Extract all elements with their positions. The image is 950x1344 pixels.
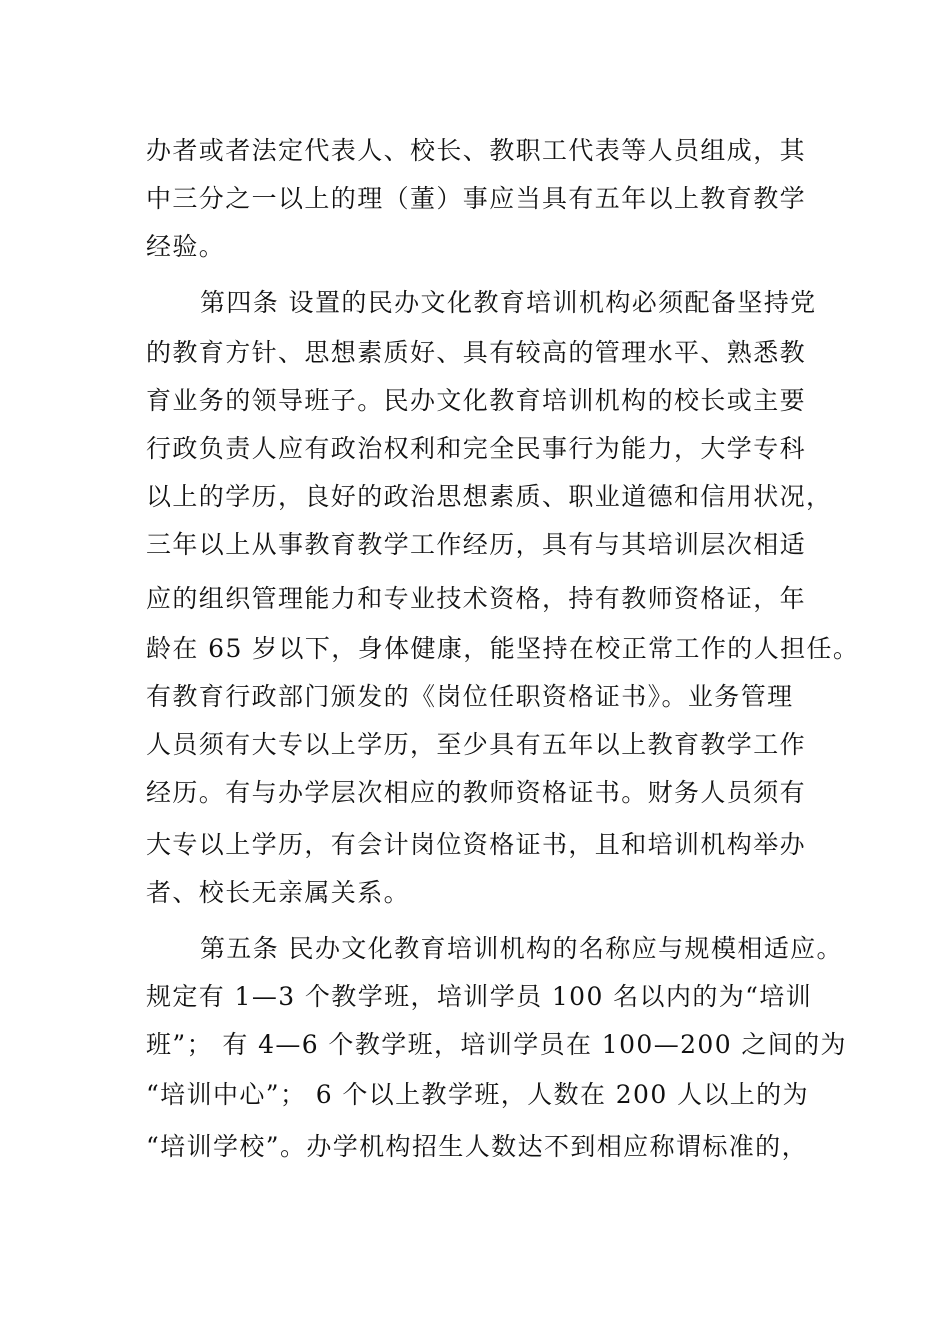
- text-line: 应的组织管理能力和专业技术资格，持有教师资格证，年: [146, 584, 807, 613]
- text-line: 者、校长无亲属关系。: [146, 878, 411, 907]
- text-line: 经历。有与办学层次相应的教师资格证书。财务人员须有: [146, 778, 807, 807]
- text-line: “培训中心”； 6 个以上教学班，人数在 200 人以上的为: [146, 1080, 809, 1109]
- text-line: 以上的学历，良好的政治思想素质、职业道德和信用状况，: [146, 482, 833, 511]
- text-line: 办者或者法定代表人、校长、教职工代表等人员组成，其: [146, 136, 807, 165]
- text-line: 育业务的领导班子。民办文化教育培训机构的校长或主要: [146, 386, 807, 415]
- text-line: 经验。: [146, 232, 226, 261]
- text-line: 人员须有大专以上学历，至少具有五年以上教育教学工作: [146, 730, 807, 759]
- article-5-heading-line: 第五条 民办文化教育培训机构的名称应与规模相适应。: [200, 934, 843, 963]
- text-line: 大专以上学历，有会计岗位资格证书，且和培训机构举办: [146, 830, 807, 859]
- text-line: 龄在 65 岁以下，身体健康，能坚持在校正常工作的人担任。: [146, 634, 860, 663]
- text-line: 有教育行政部门颁发的《岗位任职资格证书》。业务管理: [146, 682, 794, 711]
- article-4-heading-line: 第四条 设置的民办文化教育培训机构必须配备坚持党: [200, 288, 817, 317]
- text-line: 班”； 有 4—6 个教学班，培训学员在 100—200 之间的为: [146, 1030, 847, 1059]
- text-line: “培训学校”。办学机构招生人数达不到相应称谓标准的，: [146, 1132, 808, 1161]
- text-line: 三年以上从事教育教学工作经历，具有与其培训层次相适: [146, 530, 807, 559]
- text-line: 行政负责人应有政治权利和完全民事行为能力，大学专科: [146, 434, 807, 463]
- text-line: 规定有 1—3 个教学班，培训学员 100 名以内的为“培训: [146, 982, 813, 1011]
- text-line: 的教育方针、思想素质好、具有较高的管理水平、熟悉教: [146, 338, 807, 367]
- text-line: 中三分之一以上的理（董）事应当具有五年以上教育教学: [146, 184, 807, 213]
